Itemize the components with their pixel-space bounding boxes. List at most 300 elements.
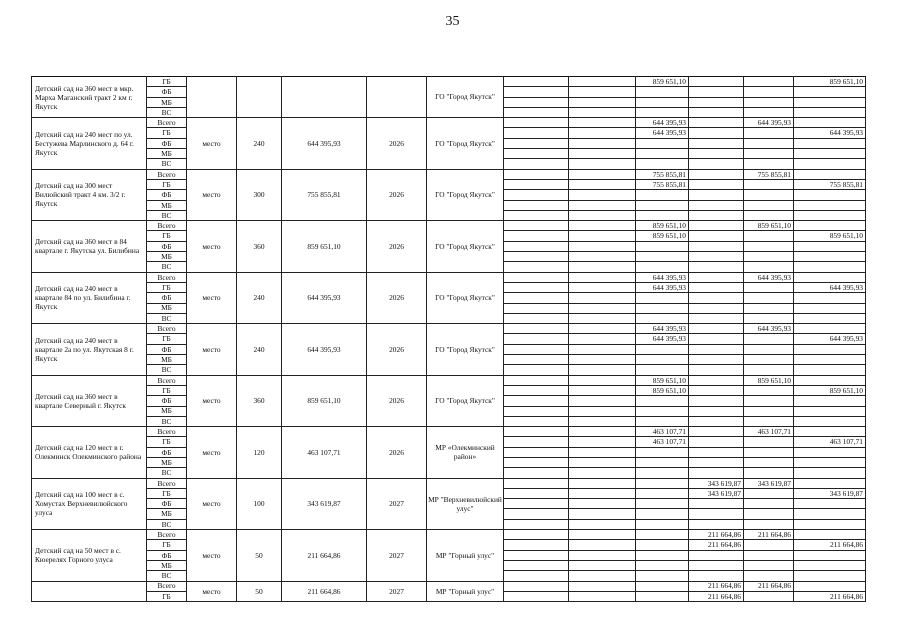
funding-source-cell: МБ — [147, 457, 187, 467]
responsible-cell: ГО "Город Якутск" — [427, 169, 504, 220]
unit-cell: место — [187, 221, 237, 272]
value-cell — [636, 303, 689, 313]
empty-cell — [569, 375, 636, 385]
value-cell — [794, 344, 866, 354]
funding-source-cell: ФБ — [147, 396, 187, 406]
empty-cell — [569, 488, 636, 498]
value-cell — [636, 540, 689, 550]
value-cell — [636, 396, 689, 406]
empty-cell — [504, 313, 569, 323]
cost-cell: 755 855,81 — [282, 169, 367, 220]
value-cell: 211 664,86 — [744, 530, 794, 540]
empty-cell — [504, 571, 569, 581]
empty-cell — [569, 540, 636, 550]
table-row — [32, 118, 866, 128]
value-cell — [689, 282, 744, 292]
funding-source-cell: МБ — [147, 406, 187, 416]
empty-cell — [569, 128, 636, 138]
value-cell — [636, 499, 689, 509]
value-cell — [744, 365, 794, 375]
object-name-cell: Детский сад на 240 мест по ул. Бестужева Марлинского д. 64 г. Якутск — [32, 118, 147, 169]
value-cell — [794, 509, 866, 519]
empty-cell — [504, 344, 569, 354]
value-cell — [744, 437, 794, 447]
value-cell — [636, 149, 689, 159]
value-cell: 644 395,93 — [636, 118, 689, 128]
value-cell — [636, 571, 689, 581]
empty-cell — [569, 107, 636, 117]
empty-cell — [504, 334, 569, 344]
empty-cell — [569, 385, 636, 395]
empty-cell — [504, 169, 569, 179]
capacity-cell: 360 — [237, 221, 282, 272]
unit-cell: место — [187, 478, 237, 529]
empty-cell — [504, 190, 569, 200]
value-cell — [794, 190, 866, 200]
value-cell — [744, 334, 794, 344]
value-cell — [744, 313, 794, 323]
empty-cell — [569, 272, 636, 282]
empty-cell — [504, 416, 569, 426]
value-cell — [636, 478, 689, 488]
value-cell — [794, 324, 866, 334]
funding-source-cell: ВС — [147, 571, 187, 581]
value-cell — [689, 241, 744, 251]
empty-cell — [569, 571, 636, 581]
value-cell — [689, 519, 744, 529]
value-cell: 755 855,81 — [794, 179, 866, 189]
responsible-cell: ГО "Город Якутск" — [427, 272, 504, 323]
value-cell — [689, 190, 744, 200]
value-cell — [689, 179, 744, 189]
funding-source-cell: ФБ — [147, 344, 187, 354]
year-cell: 2027 — [367, 478, 427, 529]
value-cell — [794, 97, 866, 107]
value-cell — [689, 509, 744, 519]
value-cell: 211 664,86 — [689, 581, 744, 591]
value-cell — [794, 416, 866, 426]
value-cell — [689, 210, 744, 220]
funding-source-cell: Всего — [147, 478, 187, 488]
value-cell — [689, 107, 744, 117]
funding-source-cell: ФБ — [147, 87, 187, 97]
table-row — [32, 77, 866, 87]
object-name-cell: Детский сад на 300 мест Вилюйский тракт 4 км. 3/2 г. Якутск — [32, 169, 147, 220]
capacity-cell — [237, 77, 282, 118]
value-cell — [794, 87, 866, 97]
empty-cell — [569, 210, 636, 220]
value-cell — [744, 179, 794, 189]
funding-source-cell: Всего — [147, 530, 187, 540]
empty-cell — [504, 293, 569, 303]
value-cell: 343 619,87 — [689, 478, 744, 488]
empty-cell — [569, 221, 636, 231]
value-cell — [689, 560, 744, 570]
funding-source-cell: ВС — [147, 313, 187, 323]
year-cell: 2026 — [367, 118, 427, 169]
value-cell — [689, 262, 744, 272]
value-cell: 859 651,10 — [636, 385, 689, 395]
empty-cell — [569, 179, 636, 189]
value-cell — [689, 499, 744, 509]
funding-source-cell: ГБ — [147, 179, 187, 189]
empty-cell — [504, 272, 569, 282]
funding-source-cell: ГБ — [147, 77, 187, 87]
responsible-cell: МР "Верхневилюйский улус" — [427, 478, 504, 529]
value-cell — [689, 231, 744, 241]
cost-cell: 859 651,10 — [282, 375, 367, 426]
table-row — [32, 478, 866, 488]
value-cell — [636, 468, 689, 478]
year-cell: 2026 — [367, 169, 427, 220]
empty-cell — [569, 159, 636, 169]
value-cell — [744, 509, 794, 519]
value-cell — [744, 355, 794, 365]
empty-cell — [504, 77, 569, 87]
value-cell: 859 651,10 — [744, 375, 794, 385]
value-cell — [744, 385, 794, 395]
value-cell — [744, 488, 794, 498]
responsible-cell: МР «Олекминский район» — [427, 427, 504, 478]
empty-cell — [504, 488, 569, 498]
value-cell — [744, 200, 794, 210]
value-cell — [636, 416, 689, 426]
value-cell — [689, 355, 744, 365]
value-cell — [794, 581, 866, 591]
empty-cell — [569, 293, 636, 303]
funding-source-cell: ФБ — [147, 190, 187, 200]
value-cell — [744, 190, 794, 200]
value-cell — [636, 365, 689, 375]
empty-cell — [504, 221, 569, 231]
funding-source-cell: ВС — [147, 468, 187, 478]
value-cell — [794, 571, 866, 581]
empty-cell — [569, 303, 636, 313]
value-cell — [689, 468, 744, 478]
funding-source-cell: ФБ — [147, 447, 187, 457]
funding-source-cell: ВС — [147, 519, 187, 529]
funding-source-cell: ГБ — [147, 282, 187, 292]
value-cell — [689, 457, 744, 467]
value-cell — [689, 77, 744, 87]
value-cell: 644 395,93 — [636, 334, 689, 344]
empty-cell — [504, 128, 569, 138]
value-cell: 211 664,86 — [744, 581, 794, 591]
cost-cell: 644 395,93 — [282, 118, 367, 169]
empty-cell — [569, 499, 636, 509]
value-cell — [689, 128, 744, 138]
value-cell — [794, 530, 866, 540]
table-row — [32, 221, 866, 231]
empty-cell — [569, 406, 636, 416]
funding-source-cell: ГБ — [147, 437, 187, 447]
empty-cell — [504, 385, 569, 395]
empty-cell — [504, 97, 569, 107]
value-cell — [794, 313, 866, 323]
funding-source-cell: МБ — [147, 200, 187, 210]
value-cell — [794, 519, 866, 529]
value-cell — [794, 427, 866, 437]
funding-source-cell: ВС — [147, 107, 187, 117]
empty-cell — [504, 478, 569, 488]
value-cell — [794, 396, 866, 406]
object-name-cell: Детский сад на 240 мест в квартале 84 по ул. Билибина г. Якутск — [32, 272, 147, 323]
value-cell — [636, 138, 689, 148]
value-cell: 343 619,87 — [744, 478, 794, 488]
value-cell — [636, 159, 689, 169]
value-cell — [636, 355, 689, 365]
value-cell — [689, 303, 744, 313]
cost-cell: 463 107,71 — [282, 427, 367, 478]
empty-cell — [504, 200, 569, 210]
year-cell — [367, 77, 427, 118]
year-cell: 2027 — [367, 530, 427, 581]
capacity-cell: 50 — [237, 581, 282, 602]
value-cell — [794, 560, 866, 570]
value-cell — [744, 591, 794, 601]
empty-cell — [569, 396, 636, 406]
value-cell — [744, 550, 794, 560]
empty-cell — [569, 365, 636, 375]
value-cell — [794, 457, 866, 467]
value-cell — [636, 488, 689, 498]
table-row — [32, 427, 866, 437]
funding-source-cell: ГБ — [147, 385, 187, 395]
value-cell — [636, 344, 689, 354]
table-row — [32, 324, 866, 334]
value-cell — [689, 344, 744, 354]
value-cell — [794, 478, 866, 488]
value-cell — [636, 313, 689, 323]
table-row — [32, 530, 866, 540]
funding-source-cell: МБ — [147, 149, 187, 159]
value-cell — [689, 334, 744, 344]
unit-cell: место — [187, 118, 237, 169]
value-cell — [689, 138, 744, 148]
value-cell — [744, 282, 794, 292]
responsible-cell: ГО "Город Якутск" — [427, 324, 504, 375]
value-cell — [794, 406, 866, 416]
value-cell — [636, 509, 689, 519]
value-cell — [744, 540, 794, 550]
funding-source-cell: Всего — [147, 221, 187, 231]
funding-source-cell: ВС — [147, 159, 187, 169]
value-cell — [744, 210, 794, 220]
empty-cell — [504, 499, 569, 509]
empty-cell — [569, 87, 636, 97]
table-row — [32, 375, 866, 385]
funding-source-cell: Всего — [147, 272, 187, 282]
value-cell — [689, 427, 744, 437]
object-name-cell: Детский сад на 120 мест в г. Олекминск Олекминского района — [32, 427, 147, 478]
value-cell — [794, 293, 866, 303]
value-cell — [636, 591, 689, 601]
funding-source-cell: ВС — [147, 416, 187, 426]
empty-cell — [569, 457, 636, 467]
value-cell — [689, 169, 744, 179]
empty-cell — [504, 437, 569, 447]
value-cell — [744, 468, 794, 478]
funding-source-cell: ФБ — [147, 550, 187, 560]
object-name-cell: Детский сад на 240 мест в квартале 2а по ул. Якутская 8 г. Якутск — [32, 324, 147, 375]
empty-cell — [504, 519, 569, 529]
value-cell: 859 651,10 — [794, 231, 866, 241]
value-cell — [689, 293, 744, 303]
value-cell — [689, 571, 744, 581]
value-cell — [744, 560, 794, 570]
year-cell: 2026 — [367, 221, 427, 272]
empty-cell — [569, 334, 636, 344]
value-cell — [636, 241, 689, 251]
value-cell: 859 651,10 — [636, 231, 689, 241]
value-cell: 859 651,10 — [636, 375, 689, 385]
responsible-cell: ГО "Город Якутск" — [427, 375, 504, 426]
value-cell — [744, 149, 794, 159]
empty-cell — [569, 519, 636, 529]
value-cell — [794, 272, 866, 282]
capacity-cell: 240 — [237, 118, 282, 169]
value-cell: 463 107,71 — [636, 437, 689, 447]
empty-cell — [504, 179, 569, 189]
funding-source-cell: ГБ — [147, 334, 187, 344]
funding-source-cell: ФБ — [147, 293, 187, 303]
value-cell — [689, 437, 744, 447]
empty-cell — [569, 77, 636, 87]
value-cell — [794, 365, 866, 375]
funding-source-cell: МБ — [147, 97, 187, 107]
unit-cell: место — [187, 581, 237, 602]
value-cell — [636, 519, 689, 529]
funding-source-cell: ГБ — [147, 231, 187, 241]
value-cell — [636, 190, 689, 200]
value-cell: 644 395,93 — [794, 334, 866, 344]
empty-cell — [569, 282, 636, 292]
value-cell — [636, 457, 689, 467]
empty-cell — [569, 324, 636, 334]
value-cell — [744, 231, 794, 241]
funding-source-cell: МБ — [147, 355, 187, 365]
value-cell — [744, 128, 794, 138]
cost-cell: 211 664,86 — [282, 581, 367, 602]
value-cell — [794, 375, 866, 385]
value-cell — [689, 416, 744, 426]
empty-cell — [504, 282, 569, 292]
empty-cell — [569, 344, 636, 354]
value-cell: 463 107,71 — [636, 427, 689, 437]
value-cell — [689, 252, 744, 262]
value-cell: 755 855,81 — [636, 179, 689, 189]
value-cell — [689, 396, 744, 406]
empty-cell — [504, 540, 569, 550]
funding-source-cell: ФБ — [147, 499, 187, 509]
value-cell — [744, 396, 794, 406]
value-cell — [689, 375, 744, 385]
value-cell: 211 664,86 — [689, 591, 744, 601]
value-cell — [636, 107, 689, 117]
value-cell — [794, 138, 866, 148]
year-cell: 2027 — [367, 581, 427, 602]
page-number: 35 — [445, 14, 460, 29]
value-cell — [636, 581, 689, 591]
empty-cell — [504, 396, 569, 406]
value-cell — [794, 447, 866, 457]
empty-cell — [569, 530, 636, 540]
value-cell — [689, 200, 744, 210]
value-cell: 644 395,93 — [794, 282, 866, 292]
object-name-cell — [32, 581, 147, 602]
value-cell — [794, 210, 866, 220]
value-cell — [744, 457, 794, 467]
empty-cell — [569, 437, 636, 447]
value-cell — [744, 447, 794, 457]
cost-cell — [282, 77, 367, 118]
capacity-cell: 100 — [237, 478, 282, 529]
value-cell — [744, 241, 794, 251]
value-cell — [794, 262, 866, 272]
value-cell: 644 395,93 — [636, 324, 689, 334]
value-cell — [794, 241, 866, 251]
funding-source-cell: ВС — [147, 210, 187, 220]
value-cell: 859 651,10 — [744, 221, 794, 231]
value-cell: 859 651,10 — [636, 221, 689, 231]
cost-cell: 343 619,87 — [282, 478, 367, 529]
empty-cell — [504, 231, 569, 241]
value-cell: 463 107,71 — [794, 437, 866, 447]
funding-source-cell: МБ — [147, 560, 187, 570]
funding-source-cell: Всего — [147, 581, 187, 591]
value-cell: 211 664,86 — [689, 540, 744, 550]
value-cell — [636, 210, 689, 220]
value-cell — [744, 262, 794, 272]
table-row — [32, 169, 866, 179]
value-cell — [636, 293, 689, 303]
value-cell: 644 395,93 — [636, 128, 689, 138]
value-cell — [689, 87, 744, 97]
value-cell — [744, 252, 794, 262]
responsible-cell: ГО "Город Якутск" — [427, 118, 504, 169]
empty-cell — [504, 355, 569, 365]
funding-source-cell: ВС — [147, 365, 187, 375]
value-cell — [636, 200, 689, 210]
funding-source-cell: Всего — [147, 118, 187, 128]
value-cell: 211 664,86 — [689, 530, 744, 540]
empty-cell — [569, 169, 636, 179]
empty-cell — [569, 138, 636, 148]
unit-cell: место — [187, 324, 237, 375]
value-cell — [636, 560, 689, 570]
capacity-cell: 300 — [237, 169, 282, 220]
empty-cell — [504, 138, 569, 148]
value-cell — [689, 149, 744, 159]
empty-cell — [569, 262, 636, 272]
unit-cell: место — [187, 427, 237, 478]
empty-cell — [504, 457, 569, 467]
value-cell — [744, 293, 794, 303]
value-cell: 859 651,10 — [794, 77, 866, 87]
value-cell: 755 855,81 — [636, 169, 689, 179]
value-cell — [744, 344, 794, 354]
empty-cell — [504, 241, 569, 251]
value-cell — [636, 447, 689, 457]
cost-cell: 644 395,93 — [282, 324, 367, 375]
responsible-cell: МР "Горный улус" — [427, 530, 504, 581]
value-cell — [744, 406, 794, 416]
value-cell — [744, 138, 794, 148]
funding-source-cell: Всего — [147, 427, 187, 437]
year-cell: 2026 — [367, 427, 427, 478]
funding-source-cell: ГБ — [147, 488, 187, 498]
unit-cell: место — [187, 272, 237, 323]
